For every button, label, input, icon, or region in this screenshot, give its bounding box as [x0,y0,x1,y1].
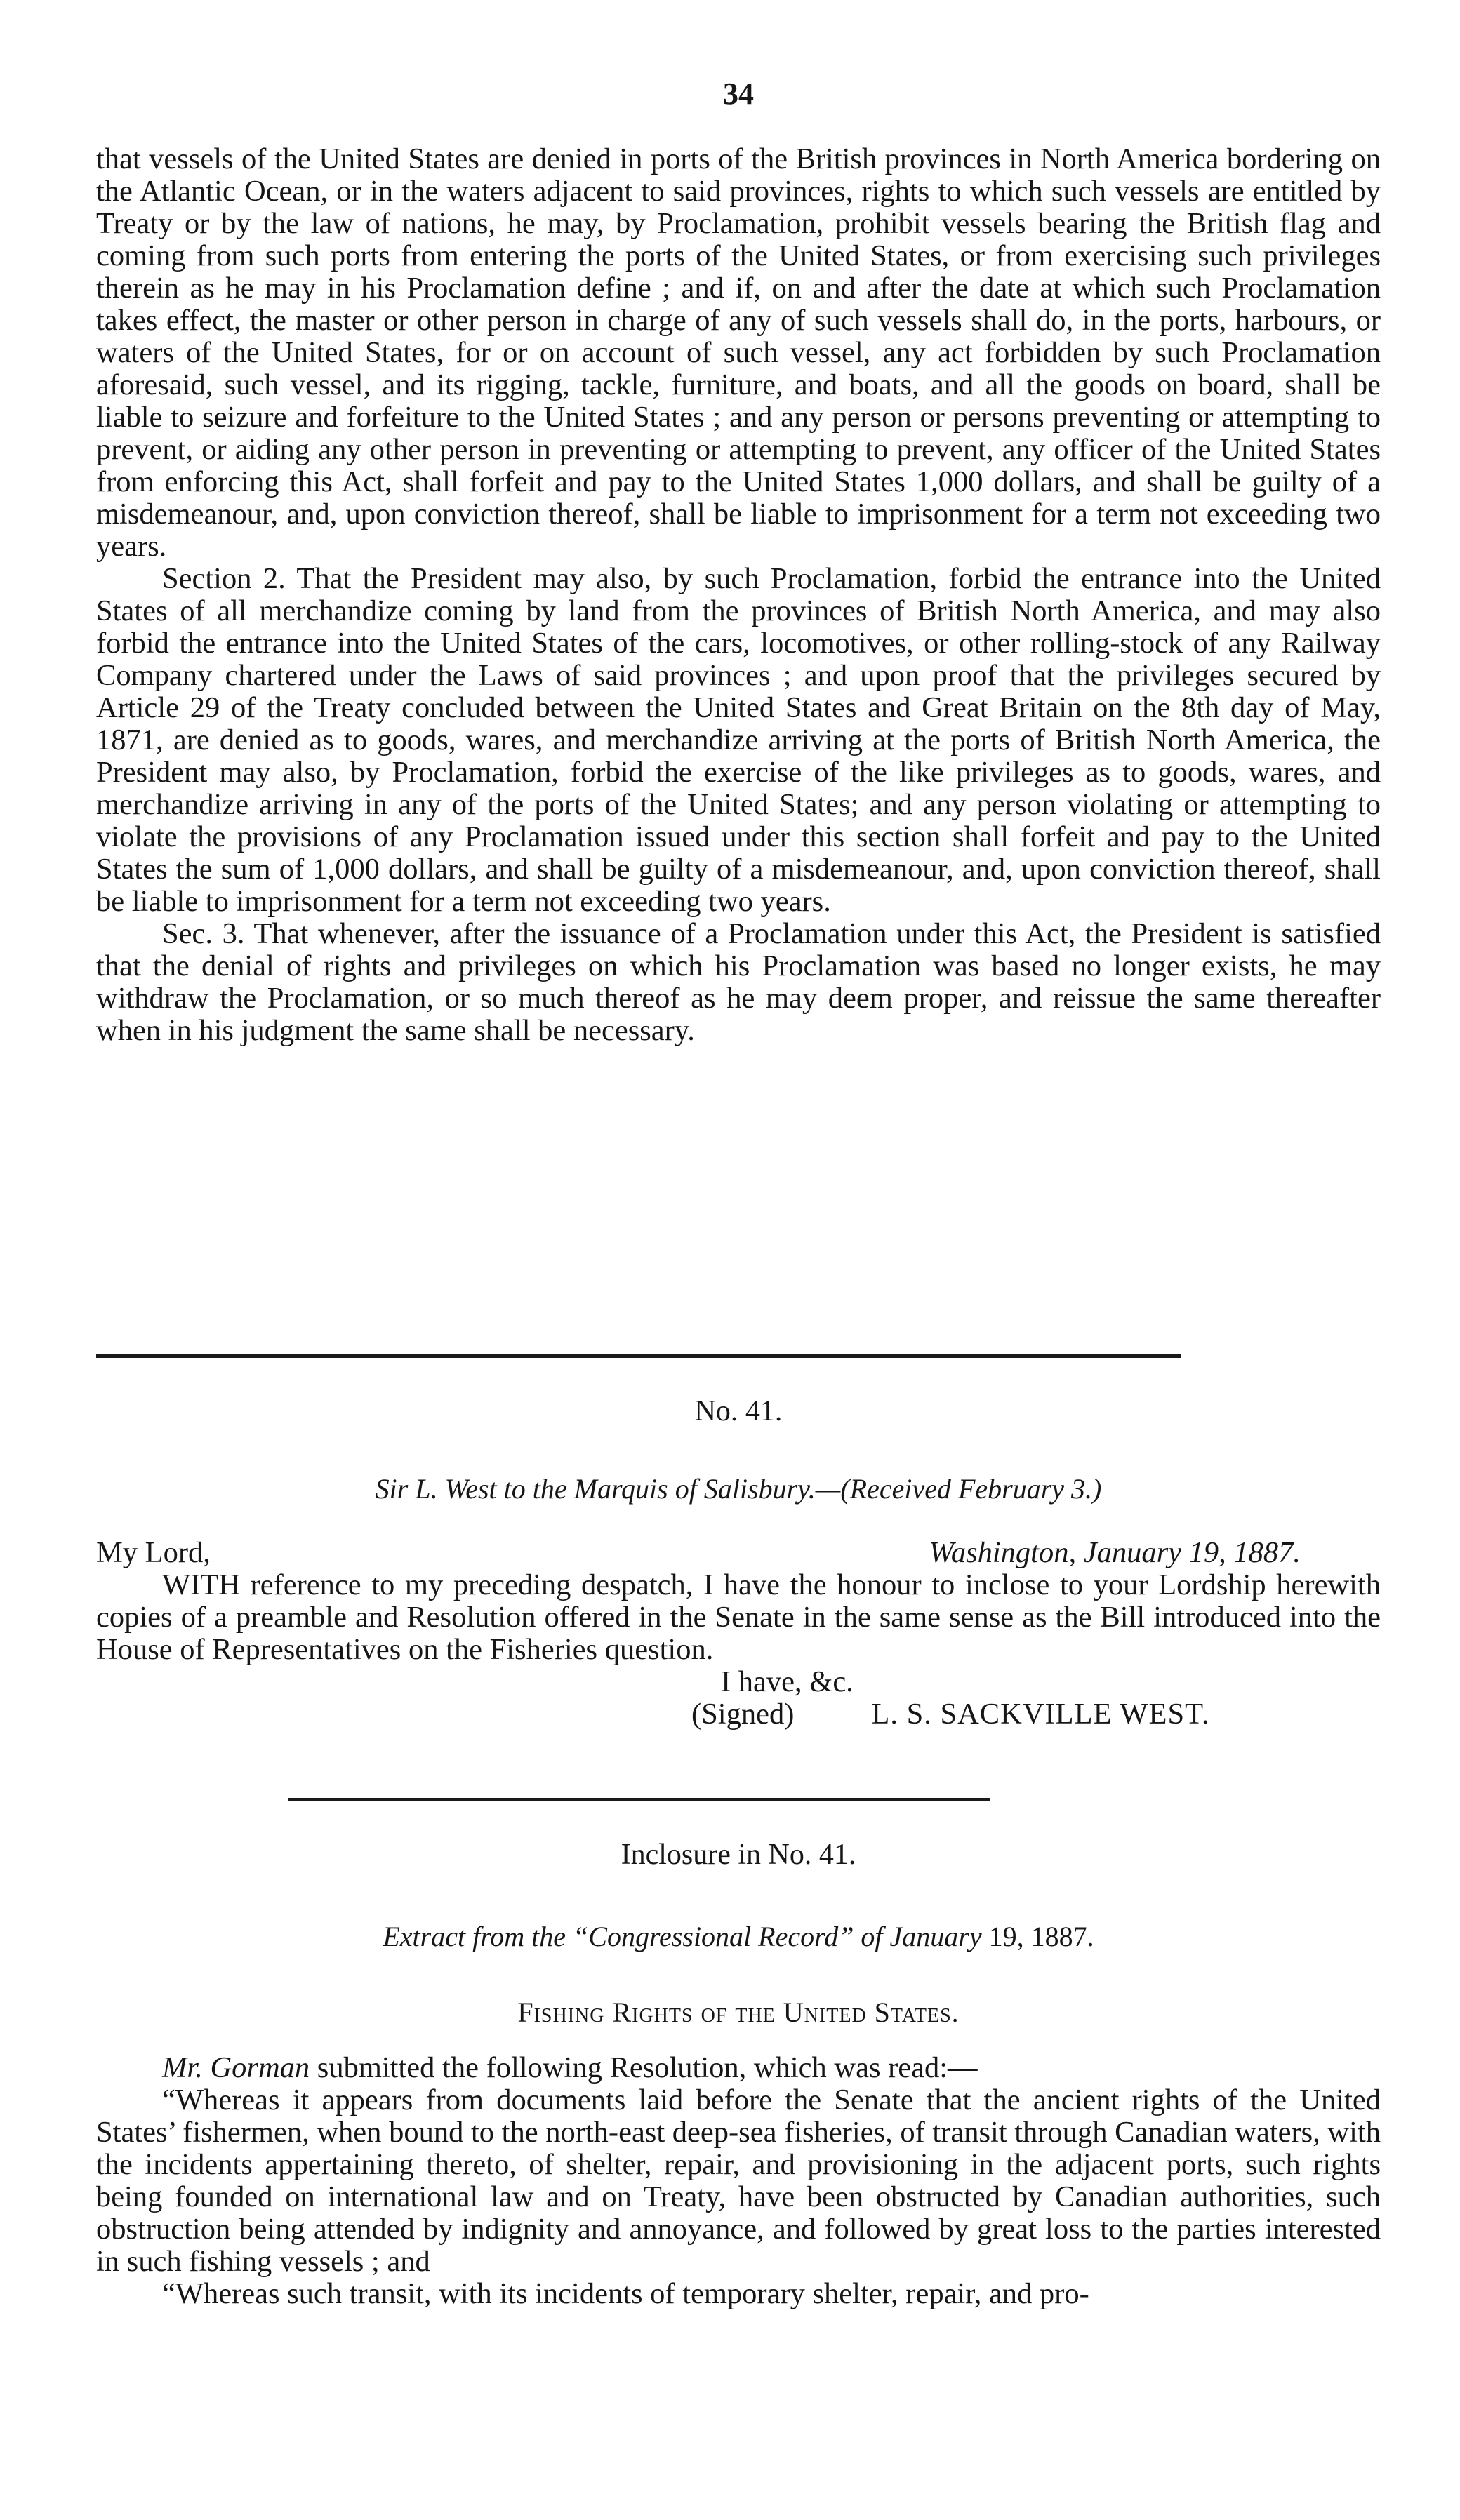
letter-number: No. 41. [694,1395,783,1427]
section-divider [96,1354,1181,1358]
signature-line [96,1698,1381,1731]
signer-name: L. S. SACKVILLE WEST. [871,1698,1210,1731]
salutation: My Lord, [96,1536,211,1569]
letter-body: WITH reference to my preceding despatch, I have the honour to inclose to your Lordship herewith copies of a preamble and Resolution offered in the Senate in the same sense as the Bill introduced into the House of Representatives on the Fisheries question. [96,1568,1381,1666]
act-section-3: Sec. 3. That whenever, after the issuance of a Proclamation under this Act, the President is satisfied that the denial of rights and privileges on which his Proclamation was based no longer exists, he may withdraw the Proclamation, or so much thereof as he may deem proper, and reissue the same thereafter when in his judgment the same shall be necessary. [96,917,1381,1047]
letter-closing: I have, &c. [721,1665,854,1698]
resolution-paragraph: “Whereas it appears from documents laid before the Senate that the ancient rights of the United States’ fishermen, when bound to the north-east deep-sea fisheries, of transit through Canadian waters, with the incidents appertaining thereto, of shelter, repair, and provisioning in the adjacent ports, such rights being founded on international law and on Treaty, have been obstructed by Canadian authorities, such obstruction being attended by indignity and annoyance, and followed by great loss to the parties interested in such fishing vessels ; and [96,2084,1381,2278]
resolution-text [96,2052,1381,2310]
extract-title [96,1923,1381,1951]
intro-text: submitted the following Resolution, which was read:— [310,2051,978,2084]
letter-heading: Sir L. West to the Marquis of Salisbury.—(Received February 3.) [375,1473,1102,1505]
letter [96,1537,1381,1731]
extract-date: 19, 1887. [988,1921,1094,1952]
extract-source: Extract from the “Congressional Record” of January [383,1921,989,1952]
inclosure-title: Inclosure in No. 41. [620,1839,856,1871]
signed-label: (Signed) [691,1698,795,1731]
dateline: Washington, January 19, 1887. [929,1536,1301,1569]
salutation-row [96,1537,1381,1569]
act-continuation [96,143,1381,1047]
section-divider [288,1798,990,1801]
speaker-name: Mr. Gorman [162,2051,310,2084]
resolution-paragraph: “Whereas such transit, with its incidents of temporary shelter, repair, and pro- [162,2277,1089,2310]
act-section-2: Section 2. That the President may also, by such Proclamation, forbid the entrance into the United States of all merchandize coming by land from the provinces of British North America, and may also forbid the entrance into the United States of the cars, locomotives, or other rolling-stock of any Railway Company chartered under the Laws of said provinces ; and upon proof that the privileges secured by Article 29 of the Treaty concluded between the United States and Great Britain on the 8th day of May, 1871, are denied as to goods, wares, and merchandize arriving at the ports of British North America, the President may also, by Proclamation, forbid the exercise of the like privileges as to goods, wares, and merchandize arriving in any of the ports of the United States; and any person violating or attempting to violate the provisions of any Proclamation issued under this section shall forfeit and pay to the United States the sum of 1,000 dollars, and shall be guilty of a misdemeanour, and, upon conviction thereof, shall be liable to imprisonment for a term not exceeding two years. [96,562,1381,918]
act-paragraph: that vessels of the United States are denied in ports of the British provinces in North America bordering on the Atlantic Ocean, or in the waters adjacent to said provinces, rights to which such vessels are entitled by Treaty or by the law of nations, he may, by Proclamation, prohibit vessels bearing the British flag and coming from such ports from entering the ports of the United States, or from exercising such privileges therein as he may in his Proclamation define ; and if, on and after the date at which such Proclamation takes effect, the master or other person in charge of any of such vessels shall do, in the ports, harbours, or waters of the United States, for or on account of such vessel, any act forbidden by such Proclamation aforesaid, such vessel, and its rigging, tackle, furniture, and boats, and all the goods on board, shall be liable to seizure and forfeiture to the United States ; and any person or persons preventing or attempting to prevent, or aiding any other person in preventing or attempting to prevent, any officer of the United States from enforcing this Act, shall forfeit and pay to the United States 1,000 dollars, and shall be guilty of a misdemeanour, and, upon conviction thereof, shall be liable to imprisonment for a term not exceeding two years. [96,142,1381,563]
resolution-intro [96,2052,1381,2084]
section-title: Fishing Rights of the United States. [517,1996,960,2028]
page-number: 34 [723,76,754,111]
